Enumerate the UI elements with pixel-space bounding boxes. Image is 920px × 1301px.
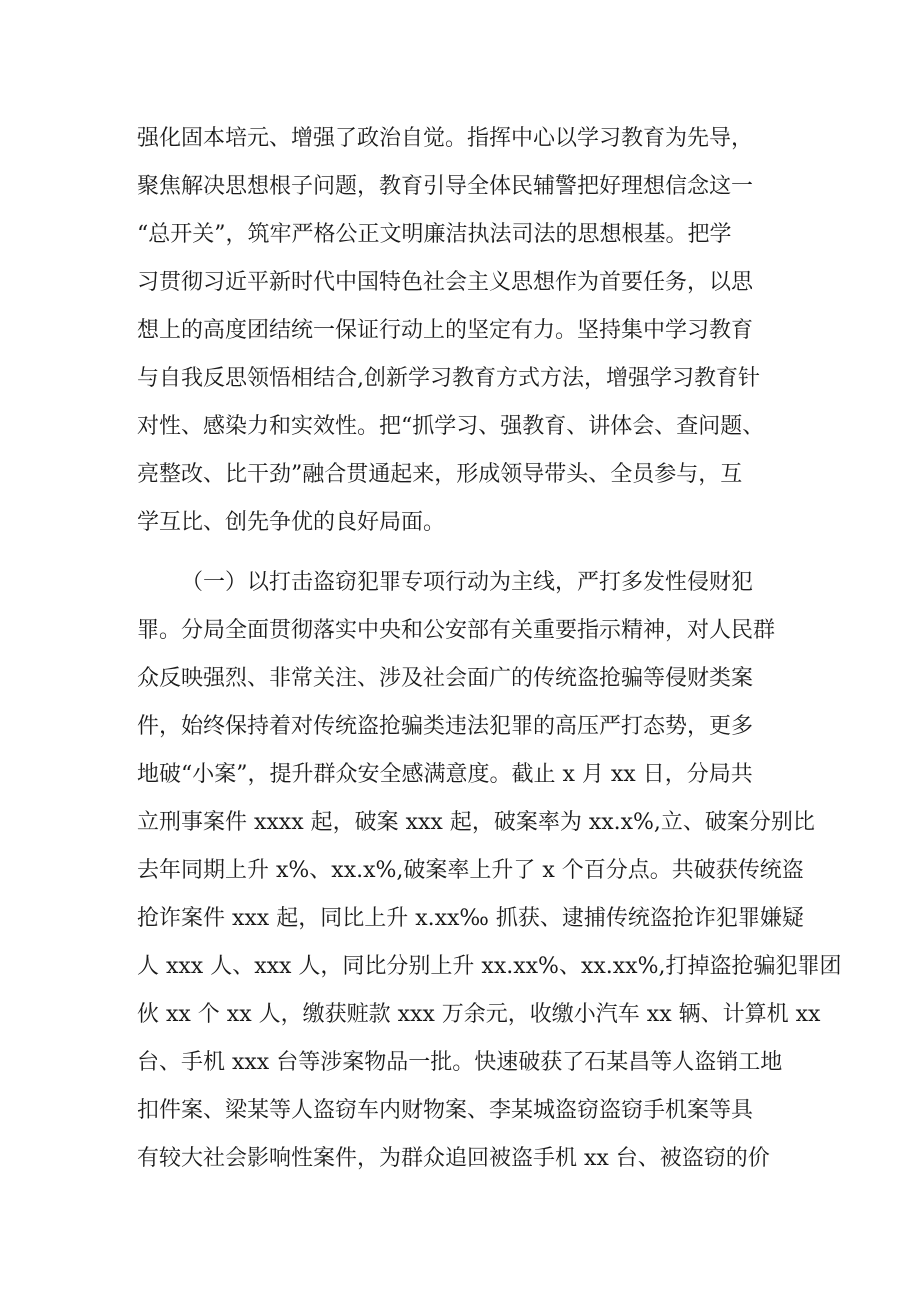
text-line: 对性、感染力和实效性。把“抓学习、强教育、讲体会、查问题、 — [137, 414, 765, 439]
text-line: 地破“小案”，提升群众安全感满意度。截止 x 月 xx 日，分局共 — [137, 762, 753, 787]
text-line: 罪。分局全面贯彻落实中央和公安部有关重要指示精神，对人民群 — [137, 618, 776, 643]
text-line: 抢诈案件 xxx 起，同比上升 x.xx‰ 抓获、逮捕传统盗抢诈犯罪嫌疑 — [137, 906, 804, 931]
text-line: 与自我反思领悟相结合,创新学习教育方式方法，增强学习教育针 — [137, 366, 760, 391]
text-line: 想上的高度团结统一保证行动上的坚定有力。坚持集中学习教育 — [137, 318, 754, 343]
text-line: 台、手机 xxx 台等涉案物品一批。快速破获了石某昌等人盗销工地 — [137, 1050, 783, 1075]
text-line: 亮整改、比干劲”融合贯通起来，形成领导带头、全员参与，互 — [137, 462, 743, 487]
text-line: 习贯彻习近平新时代中国特色社会主义思想作为首要任务，以思 — [137, 270, 754, 295]
text-line: 去年同期上升 x%、xx.x%,破案率上升了 x 个百分点。共破获传统盗 — [137, 858, 804, 883]
text-line: 众反映强烈、非常关注、涉及社会面广的传统盗抢骗等侵财类案 — [137, 666, 754, 691]
text-line: 扣件案、梁某等人盗窃车内财物案、李某城盗窃盗窃手机案等具 — [137, 1098, 754, 1123]
text-line: 立刑事案件 xxxx 起，破案 xxx 起，破案率为 xx.x%,立、破案分别比 — [137, 810, 815, 835]
text-line: 伙 xx 个 xx 人，缴获赃款 xxx 万余元，收缴小汽车 xx 辆、计算机 xx — [137, 1002, 821, 1027]
text-line: “总开关”，筑牢严格公正文明廉洁执法司法的思想根基。把学 — [137, 222, 732, 247]
text-line: 件，始终保持着对传统盗抢骗类违法犯罪的高压严打态势，更多 — [137, 714, 754, 739]
text-line: 强化固本培元、增强了政治自觉。指挥中心以学习教育为先导， — [137, 126, 754, 151]
text-line: 人 xxx 人、xxx 人，同比分别上升 xx.xx%、xx.xx%,打掉盗抢骗犯罪团 — [137, 954, 842, 979]
text-line: 有较大社会影响性案件，为群众追回被盗手机 xx 台、被盗窃的价 — [137, 1146, 770, 1171]
text-line: 学互比、创先争优的良好局面。 — [137, 510, 446, 535]
text-line: 聚焦解决思想根子问题，教育引导全体民辅警把好理想信念这一 — [137, 174, 754, 199]
section-heading-line: （一）以打击盗窃犯罪专项行动为主线，严打多发性侵财犯 — [181, 570, 754, 595]
